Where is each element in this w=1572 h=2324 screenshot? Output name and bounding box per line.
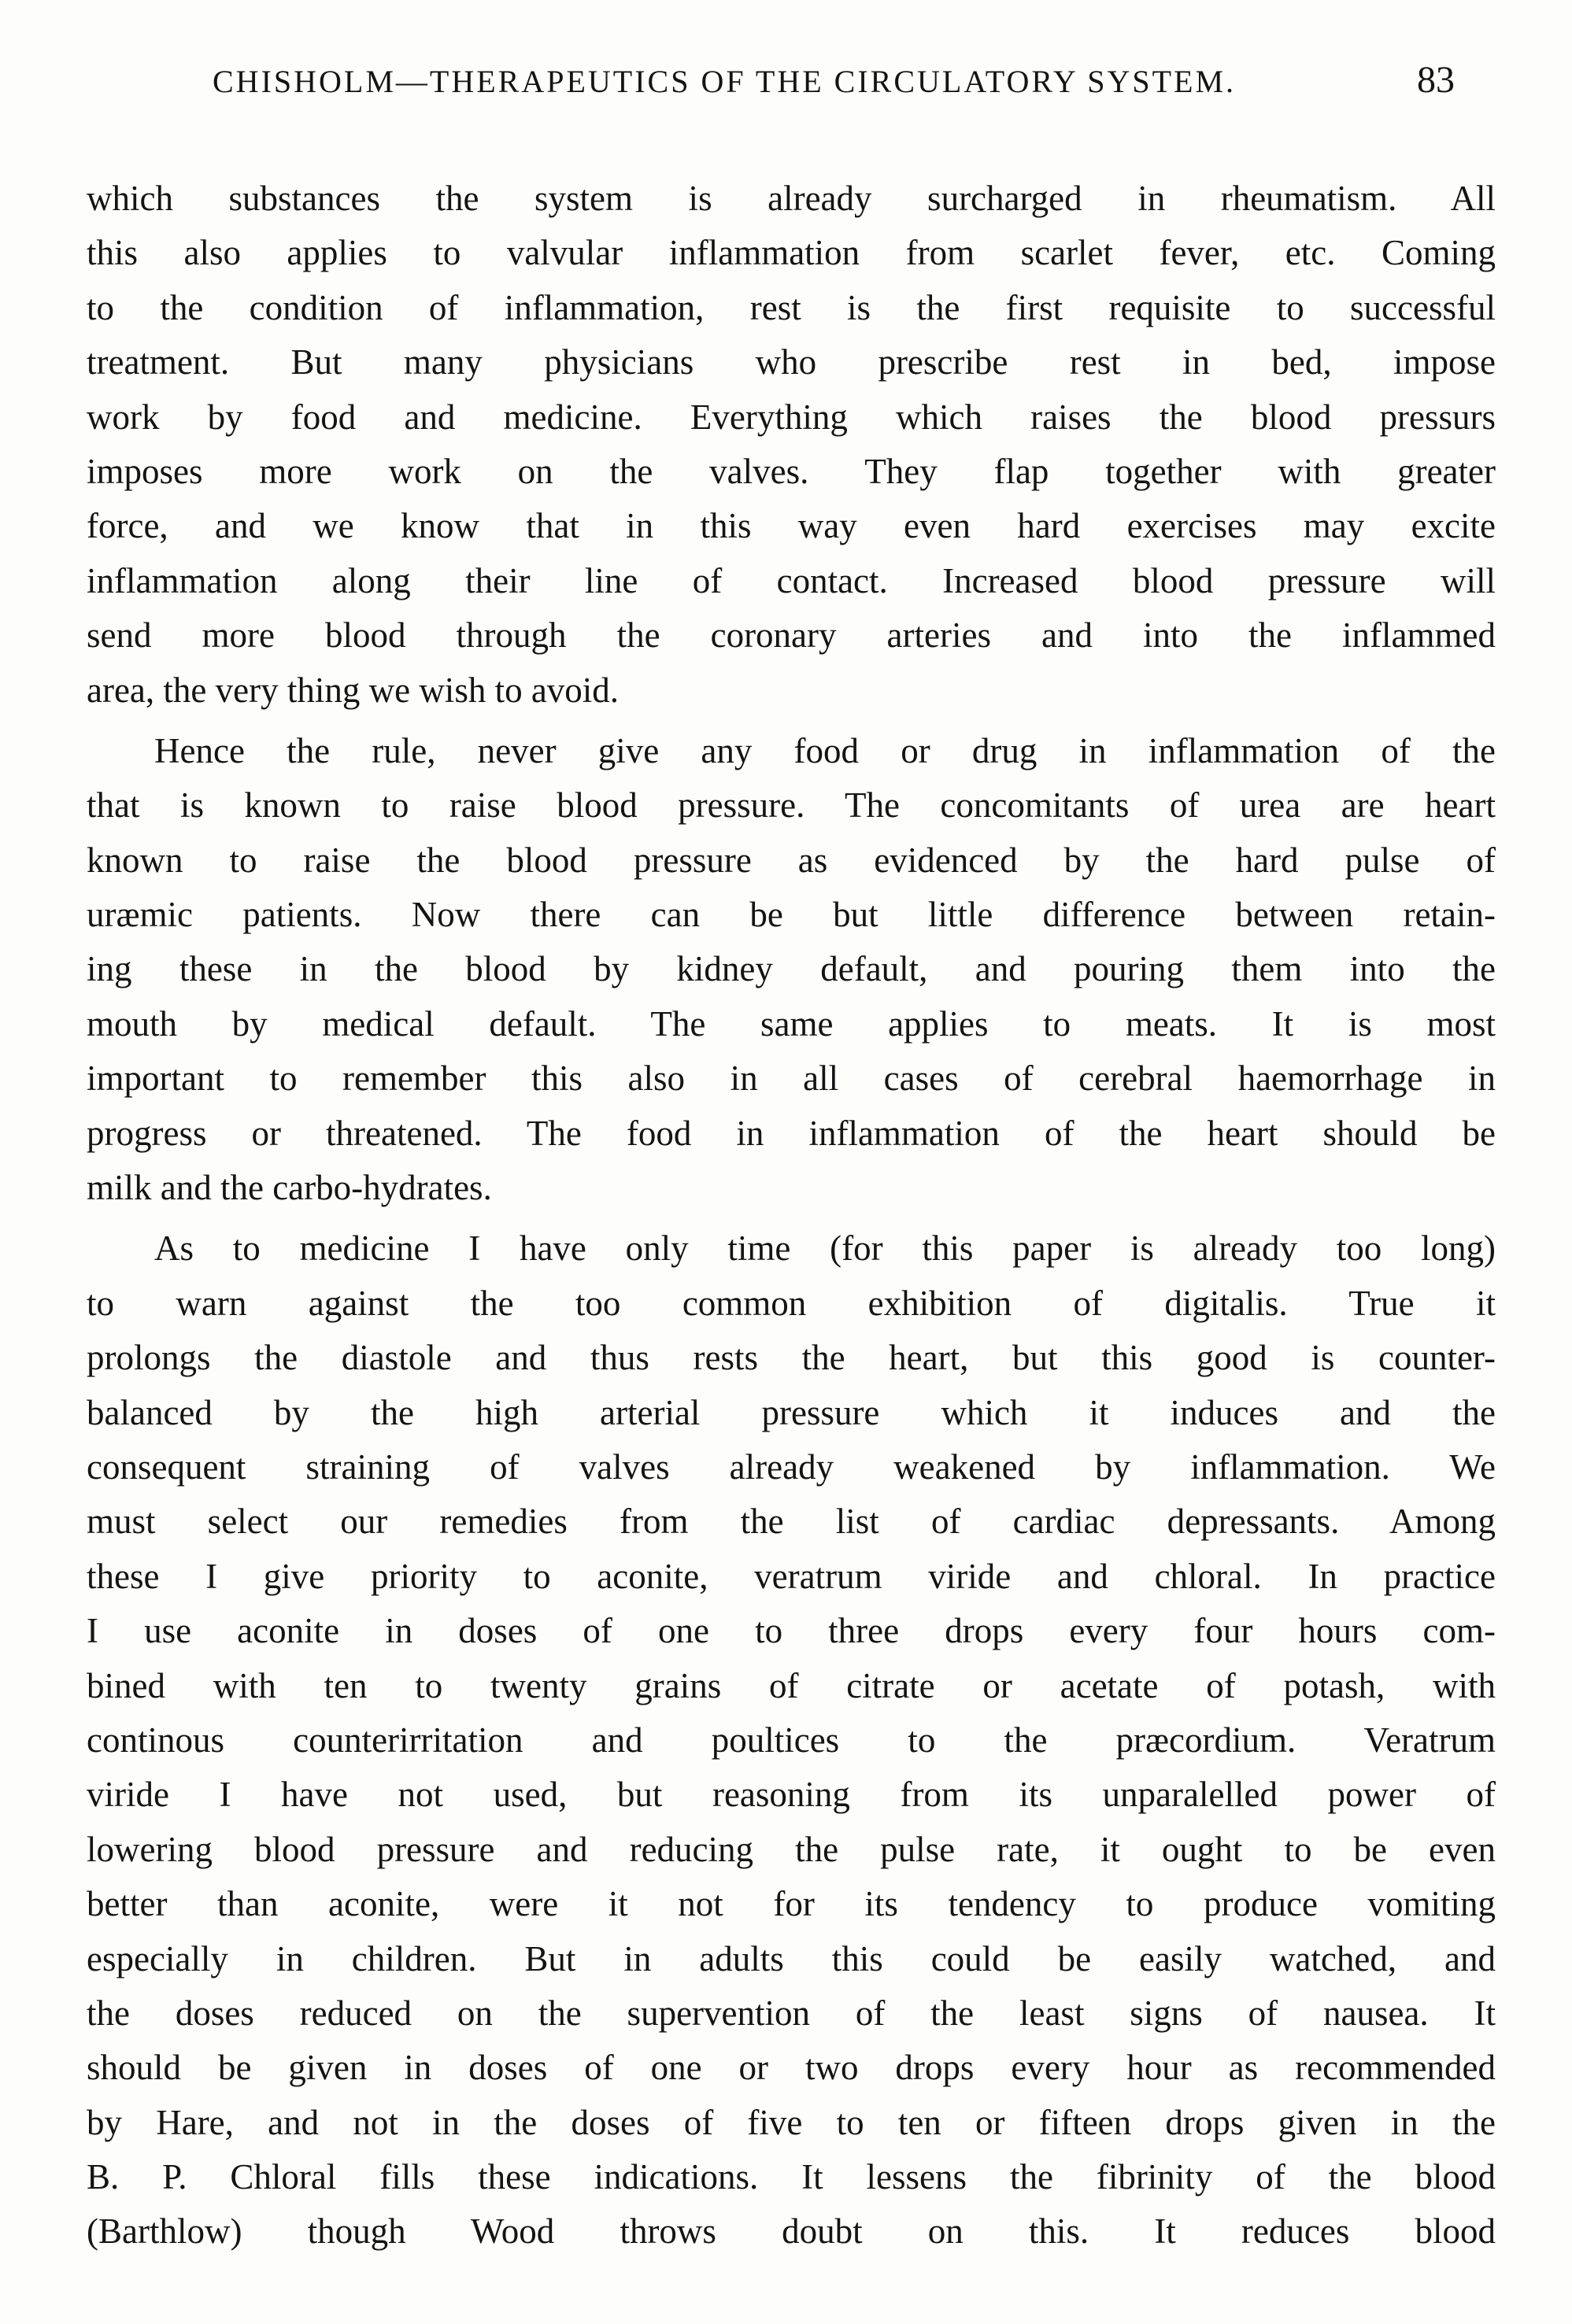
- text-line: the doses reduced on the supervention of the least signs of nausea. It: [87, 1993, 1496, 2033]
- text-line: especially in children. But in adults this could be easily watched, and: [87, 1938, 1496, 1979]
- text-line: treatment. But many physicians who prescribe rest in bed, impose: [87, 342, 1496, 382]
- body-text: [87, 172, 1496, 2266]
- text-line: better than aconite, were it not for its tendency to produce vomiting: [87, 1884, 1496, 1924]
- text-line: important to remember this also in all cases of cerebral haemorrhage in: [87, 1059, 1496, 1099]
- text-line: that is known to raise blood pressure. The concomitants of urea are heart: [87, 785, 1496, 826]
- text-line: (Barthlow) though Wood throws doubt on this. It reduces blood: [87, 2211, 1496, 2252]
- text-line: continous counterirritation and poultices to the præcordium. Veratrum: [87, 1720, 1496, 1760]
- text-line: As to medicine I have only time (for this paper is already too long): [154, 1229, 1496, 1269]
- text-line: to the condition of inflammation, rest is the first requisite to successful: [87, 287, 1496, 327]
- text-line: which substances the system is already surcharged in rheumatism. All: [87, 179, 1496, 218]
- paragraph-3: [87, 1221, 1496, 2259]
- text-line: milk and the carbo-hydrates.: [87, 1168, 492, 1208]
- text-line: imposes more work on the valves. They flap together with greater: [87, 451, 1496, 491]
- text-line: I use aconite in doses of one to three drops every four hours com-: [87, 1611, 1496, 1651]
- text-line: force, and we know that in this way even hard exercises may excite: [87, 506, 1496, 546]
- text-line: Hence the rule, never give any food or drug in inflammation of the: [154, 730, 1496, 770]
- text-line: progress or threatened. The food in inflammation of the heart should be: [87, 1113, 1496, 1153]
- text-line: by Hare, and not in the doses of five to ten or fifteen drops given in the: [87, 2102, 1496, 2142]
- text-line: balanced by the high arterial pressure which it induces and the: [87, 1392, 1496, 1432]
- page-number: 83: [1417, 59, 1455, 101]
- paragraph-1: [87, 172, 1496, 718]
- text-line: ing these in the blood by kidney default, and pouring them into the: [87, 949, 1496, 989]
- text-line: these I give priority to aconite, veratrum viride and chloral. In practice: [87, 1556, 1496, 1596]
- text-line: must select our remedies from the list of cardiac depressants. Among: [87, 1502, 1496, 1542]
- text-line: to warn against the too common exhibition of digitalis. True it: [87, 1283, 1496, 1323]
- text-line: consequent straining of valves already weakened by inflammation. We: [87, 1446, 1496, 1487]
- text-line: work by food and medicine. Everything which raises the blood pressurs: [87, 397, 1496, 437]
- text-line: viride I have not used, but reasoning from its unparalelled power of: [87, 1775, 1496, 1815]
- text-line: prolongs the diastole and thus rests the heart, but this good is counter-: [87, 1338, 1496, 1378]
- text-line: send more blood through the coronary arteries and into the inflammed: [87, 615, 1496, 656]
- text-line: should be given in doses of one or two drops every hour as recommended: [87, 2048, 1496, 2088]
- text-line: known to raise the blood pressure as evidenced by the hard pulse of: [87, 840, 1496, 880]
- text-line: B. P. Chloral fills these indications. It lessens the fibrinity of the blood: [87, 2157, 1496, 2197]
- text-line: area, the very thing we wish to avoid.: [87, 670, 620, 710]
- text-line: lowering blood pressure and reducing the pulse rate, it ought to be even: [87, 1829, 1496, 1869]
- running-head: CHISHOLM—THERAPEUTICS OF THE CIRCULATORY SYSTEM.: [213, 64, 1237, 99]
- text-line: bined with ten to twenty grains of citrate or acetate of potash, with: [87, 1665, 1496, 1705]
- text-line: this also applies to valvular inflammation from scarlet fever, etc. Coming: [87, 233, 1496, 273]
- paragraph-2: [87, 724, 1496, 1216]
- text-line: uræmic patients. Now there can be but little difference between retain-: [87, 895, 1496, 935]
- text-line: inflammation along their line of contact. Increased blood pressure will: [87, 560, 1496, 600]
- text-line: mouth by medical default. The same applies to meats. It is most: [87, 1003, 1496, 1044]
